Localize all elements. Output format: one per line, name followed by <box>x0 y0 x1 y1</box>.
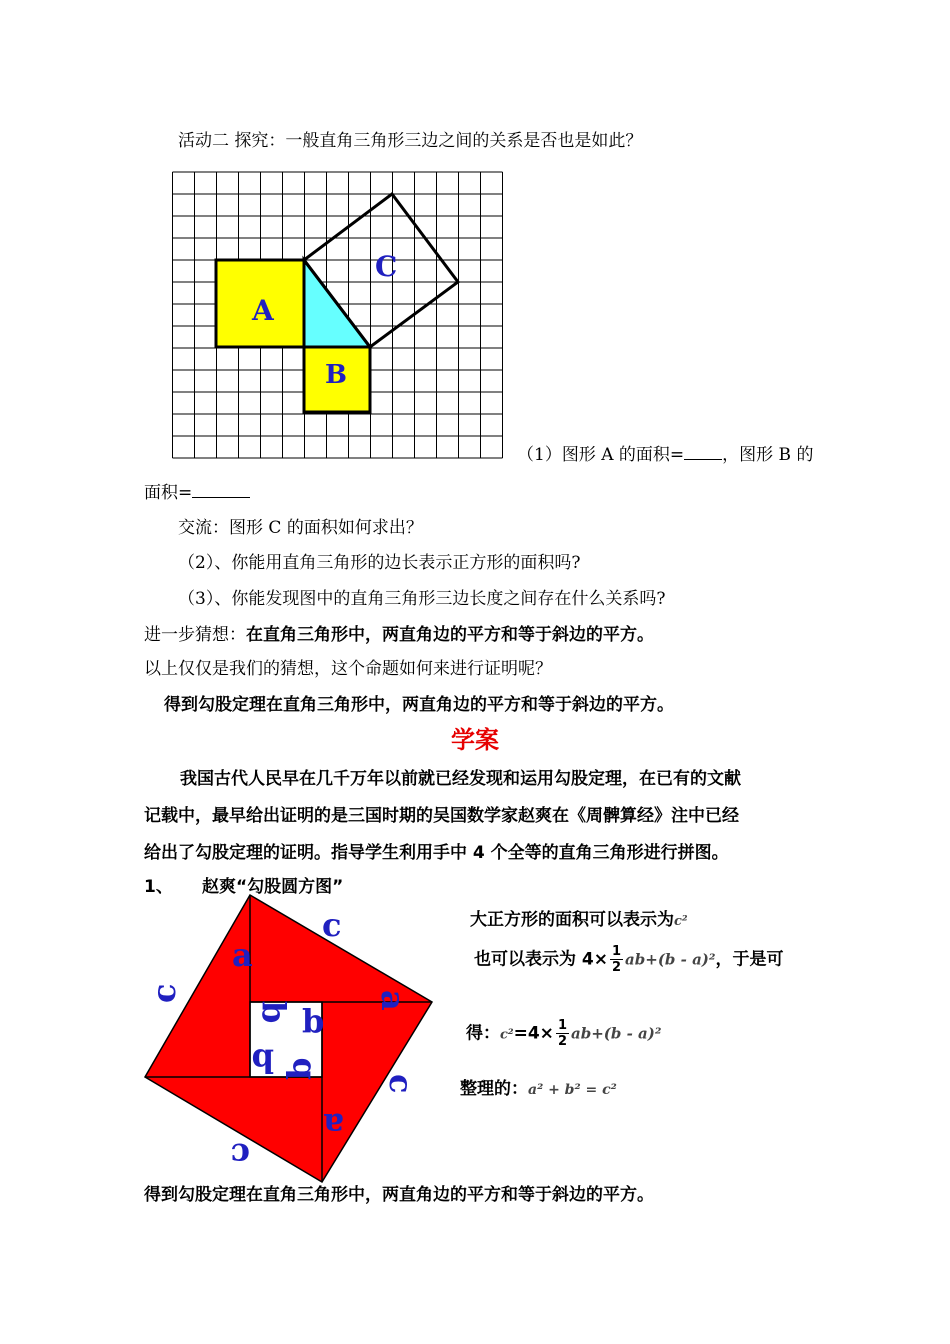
label-a: A <box>252 294 274 327</box>
question-1 <box>517 440 813 465</box>
para-line-2: 记载中，最早给出证明的是三国时期的吴国数学家赵爽在《周髀算经》注中已经 <box>144 806 739 826</box>
final-conclusion: 得到勾股定理在直角三角形中，两直角边的平方和等于斜边的平方。 <box>144 1185 654 1205</box>
q1-text-3: 面积= <box>144 483 193 503</box>
para-line-1: 我国古代人民早在几千万年以前就已经发现和运用勾股定理，在已有的文献 <box>180 769 741 789</box>
fraction-half: $\frac{1}{2}$ <box>612 944 622 975</box>
math-ba: +(b - a)² <box>645 950 716 969</box>
fig-label-a1: a <box>232 936 253 974</box>
math-c2: c² <box>674 914 688 929</box>
q1-text: （1）图形 A 的面积= <box>517 445 685 465</box>
fig-label-a3: a <box>323 1106 344 1144</box>
proof-question: 以上仅仅是我们的猜想，这个命题如何来进行证明呢？ <box>144 659 552 679</box>
label-b: B <box>325 360 347 390</box>
answer-blank-b[interactable] <box>192 483 250 498</box>
math-eq4: =4× <box>513 1023 554 1044</box>
item-title: 赵爽“勾股圆方图” <box>202 877 344 897</box>
conjecture <box>144 620 654 645</box>
para-line-3: 给出了勾股定理的证明。指导学生利用手中 4 个全等的直角三角形进行拼图。 <box>144 843 729 863</box>
get-label: 得： <box>466 1023 500 1044</box>
get-formula <box>466 1018 661 1049</box>
fig-label-c1: c <box>322 906 342 944</box>
math-ab: ab <box>625 950 646 969</box>
fig-label-c2: c <box>145 983 183 1003</box>
answer-blank-a[interactable] <box>684 445 722 460</box>
xuean-title: 学案 <box>451 726 499 754</box>
zhao-shuang-figure <box>140 890 440 1190</box>
arrange-formula <box>460 1074 617 1099</box>
fig-label-b4: b <box>280 1057 318 1080</box>
fig-label-b1: b <box>255 1001 293 1024</box>
fig-label-b2: b <box>302 1002 325 1040</box>
fig-label-c3: c <box>382 1074 420 1094</box>
also-text-label: 也可以表示为 4× <box>474 949 608 970</box>
math-ab-b: ab <box>570 1024 592 1043</box>
arrange-label: 整理的： <box>460 1079 528 1099</box>
question-1-cont <box>144 478 250 503</box>
math-final: a² + b² = c² <box>528 1082 617 1098</box>
fig-label-c4: c <box>230 1136 250 1174</box>
question-3: （3）、你能发现图中的直角三角形三边长度之间存在什么关系吗? <box>178 589 666 609</box>
conclusion-1: 得到勾股定理在直角三角形中，两直角边的平方和等于斜边的平方。 <box>164 695 674 715</box>
math-c2-b: c² <box>500 1027 514 1043</box>
question-2: （2）、你能用直角三角形的边长表示正方形的面积吗? <box>178 553 581 573</box>
exchange-text: 交流：图形 C 的面积如何求出？ <box>178 518 423 538</box>
item-number: 1、 <box>144 877 173 897</box>
fig-label-a2: a <box>374 990 412 1011</box>
conjecture-text: 在直角三角形中，两直角边的平方和等于斜边的平方。 <box>246 625 654 645</box>
also-text <box>474 944 783 975</box>
q1-text-2: ，图形 B 的 <box>722 445 814 465</box>
area-text-label: 大正方形的面积可以表示为 <box>470 910 674 930</box>
activity-heading: 活动二 探究：一般直角三角形三边之间的关系是否也是如此？ <box>178 131 643 151</box>
fraction-half-b: $\frac{1}{2}$ <box>557 1018 567 1049</box>
grid-figure <box>172 170 504 460</box>
fig-label-b3: b <box>251 1042 274 1080</box>
so-text: ，于是可 <box>715 949 784 970</box>
label-c: C <box>375 250 398 283</box>
math-ba-b: +(b - a)² <box>591 1024 662 1043</box>
conjecture-label: 进一步猜想： <box>144 625 246 645</box>
area-text <box>470 905 688 930</box>
